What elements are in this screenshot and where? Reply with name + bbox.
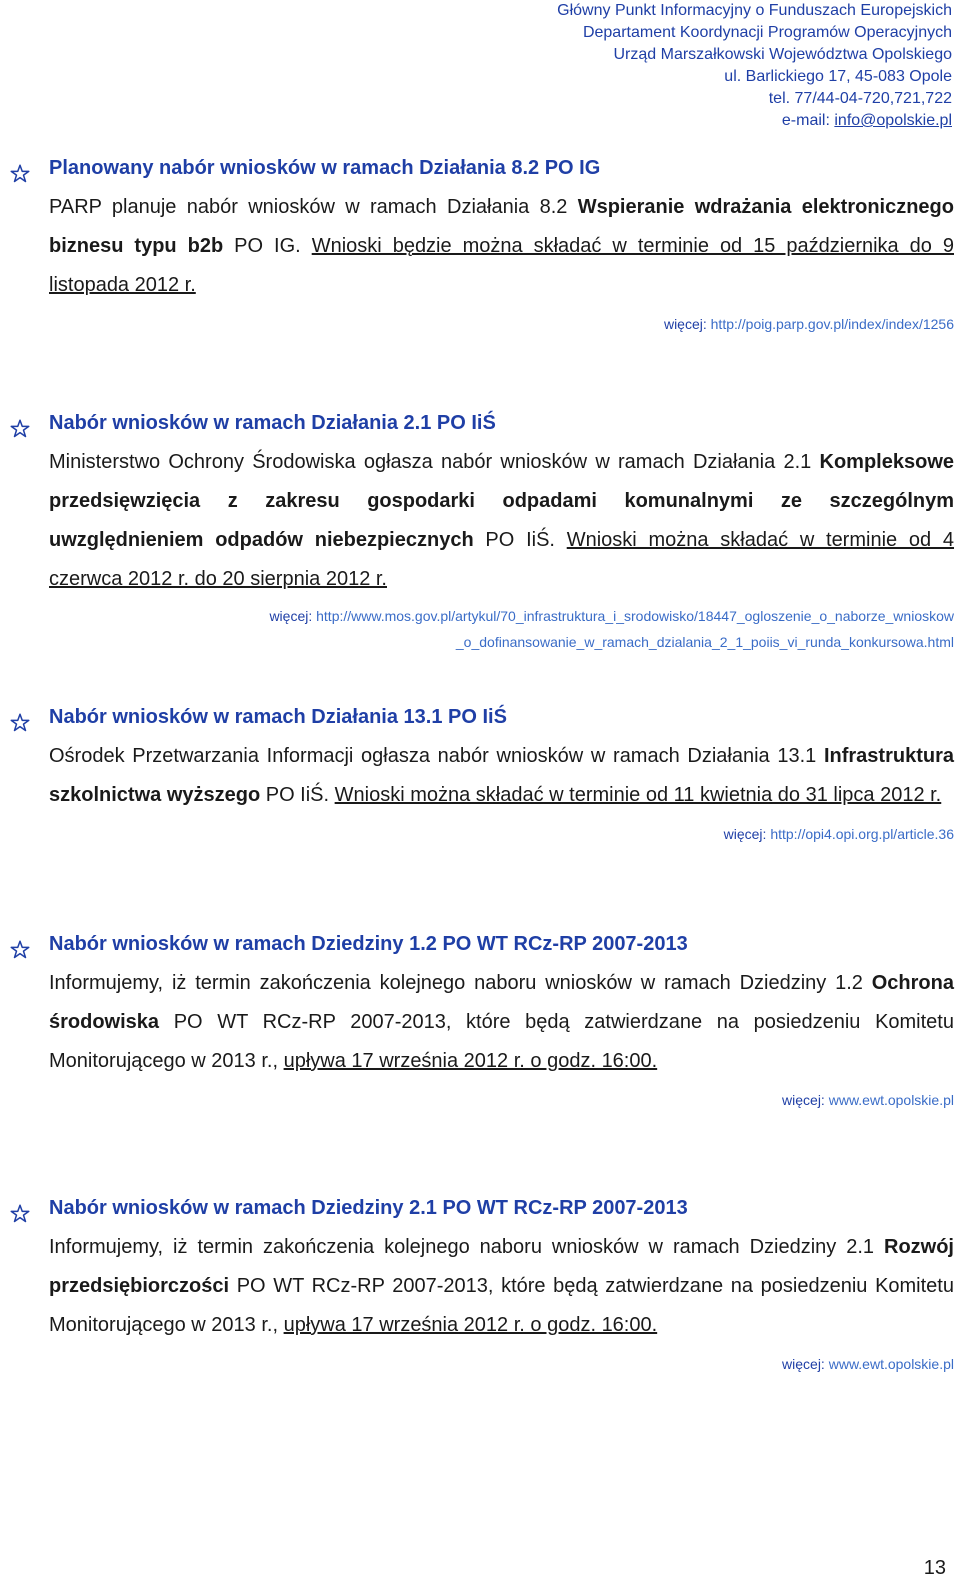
star-icon <box>10 1198 30 1218</box>
news-title-text: Nabór wniosków w ramach Działania 2.1 PO IiŚ <box>49 412 496 434</box>
body-text: PO IiŚ. <box>260 784 335 806</box>
more-link <box>10 1351 954 1377</box>
header-line: ul. Barlickiego 17, 45-083 Opole <box>724 68 952 85</box>
more-link <box>10 1087 954 1113</box>
news-title <box>10 148 954 188</box>
news-title <box>10 697 954 737</box>
more-label: więcej: <box>269 608 317 624</box>
news-title <box>10 924 954 964</box>
news-body <box>49 1228 954 1345</box>
news-body <box>49 964 954 1081</box>
underlined-text: Wnioski będzie można składać w terminie od 15 października do 9 listopada 2012 r. <box>49 235 954 296</box>
more-label: więcej: <box>663 316 711 332</box>
news-title <box>10 1188 954 1228</box>
body-text: Informujemy, iż termin zakończenia kolejnego naboru wniosków w ramach Dziedziny 1.2 <box>49 972 872 994</box>
page-header <box>252 0 952 132</box>
more-label: więcej: <box>782 1092 829 1108</box>
underlined-text: upływa 17 września 2012 r. o godz. 16:00. <box>283 1050 658 1072</box>
news-title-text: Nabór wniosków w ramach Dziedziny 2.1 PO WT RCz-RP 2007-2013 <box>49 1197 688 1219</box>
body-text: Ośrodek Przetwarzania Informacji ogłasza nabór wniosków w ramach Działania 13.1 <box>49 745 824 767</box>
body-text: PO IiŚ. <box>473 529 567 551</box>
body-text: PO WT RCz-RP 2007-2013, które będą zatwierdzane na posiedzeniu Komitetu Monitorującego w 2013 r., <box>49 1011 954 1072</box>
more-label: więcej: <box>723 826 771 842</box>
underlined-text: upływa 17 września 2012 r. o godz. 16:00. <box>283 1314 658 1336</box>
news-item <box>10 924 954 1113</box>
body-text: PO WT RCz-RP 2007-2013, które będą zatwierdzane na posiedzeniu Komitetu Monitorującego w 2013 r., <box>49 1275 954 1336</box>
news-body <box>49 443 954 599</box>
news-item <box>10 148 954 337</box>
more-url[interactable]: http://opi4.opi.org.pl/article.36 <box>770 826 954 842</box>
underlined-text: Wnioski można składać w terminie od 4 czerwca 2012 r. do 20 sierpnia 2012 r. <box>49 529 955 590</box>
bold-text: Infrastruktura szkolnictwa wyższego <box>49 745 954 806</box>
header-line: Urząd Marszałkowski Województwa Opolskiego <box>613 46 952 63</box>
news-title-text: Planowany nabór wniosków w ramach Działania 8.2 PO IG <box>49 157 601 179</box>
news-body <box>49 737 954 815</box>
body-text: PO IG. <box>223 235 312 257</box>
more-link <box>10 821 954 847</box>
more-url[interactable]: www.ewt.opolskie.pl <box>828 1092 954 1108</box>
news-title-text: Nabór wniosków w ramach Działania 13.1 PO IiŚ <box>49 706 507 728</box>
more-link <box>10 603 954 655</box>
star-icon <box>10 934 30 954</box>
more-url[interactable]: www.ewt.opolskie.pl <box>828 1356 954 1372</box>
news-item <box>10 1188 954 1377</box>
news-body <box>49 188 954 305</box>
star-icon <box>10 158 30 178</box>
header-email <box>252 110 952 132</box>
star-icon <box>10 707 30 727</box>
bold-text: Ochrona środowiska <box>49 972 954 1033</box>
header-line: Departament Koordynacji Programów Operacyjnych <box>582 24 952 41</box>
news-title <box>10 403 954 443</box>
more-url[interactable]: http://www.mos.gov.pl/artykul/70_infrastruktura_i_srodowisko/18447_ogloszenie_o_naborze_wnioskow <box>316 608 954 624</box>
more-label: więcej: <box>782 1356 829 1372</box>
body-text: Ministerstwo Ochrony Środowiska ogłasza nabór wniosków w ramach Działania 2.1 <box>49 451 820 473</box>
header-line: tel. 77/44-04-720,721,722 <box>768 90 952 107</box>
news-title-text: Nabór wniosków w ramach Dziedziny 1.2 PO WT RCz-RP 2007-2013 <box>49 933 688 955</box>
news-item <box>10 403 954 655</box>
page-number: 13 <box>923 1557 946 1579</box>
underlined-text: Wnioski można składać w terminie od 11 kwietnia do 31 lipca 2012 r. <box>334 784 942 806</box>
more-url[interactable]: _o_dofinansowanie_w_ramach_dzialania_2_1_poiis_vi_runda_konkursowa.html <box>455 634 954 650</box>
body-text: Informujemy, iż termin zakończenia kolejnego naboru wniosków w ramach Dziedziny 2.1 <box>49 1236 884 1258</box>
header-line: Główny Punkt Informacyjny o Funduszach Europejskich <box>557 2 952 19</box>
more-link <box>10 311 954 337</box>
news-item <box>10 697 954 847</box>
star-icon <box>10 413 30 433</box>
body-text: PARP planuje nabór wniosków w ramach Działania 8.2 <box>49 196 578 218</box>
email-label: e-mail: <box>781 112 835 129</box>
bold-text: Kompleksowe przedsięwzięcia z zakresu gospodarki odpadami komunalnymi ze szczególnym uwzględnieniem odpadów niebezpiecznych <box>49 451 954 551</box>
bold-text: Wspieranie wdrażania elektronicznego biznesu typu b2b <box>49 196 954 257</box>
bold-text: Rozwój przedsiębiorczości <box>49 1236 954 1297</box>
email-link[interactable]: info@opolskie.pl <box>834 112 952 129</box>
more-url[interactable]: http://poig.parp.gov.pl/index/index/1256 <box>710 316 954 332</box>
